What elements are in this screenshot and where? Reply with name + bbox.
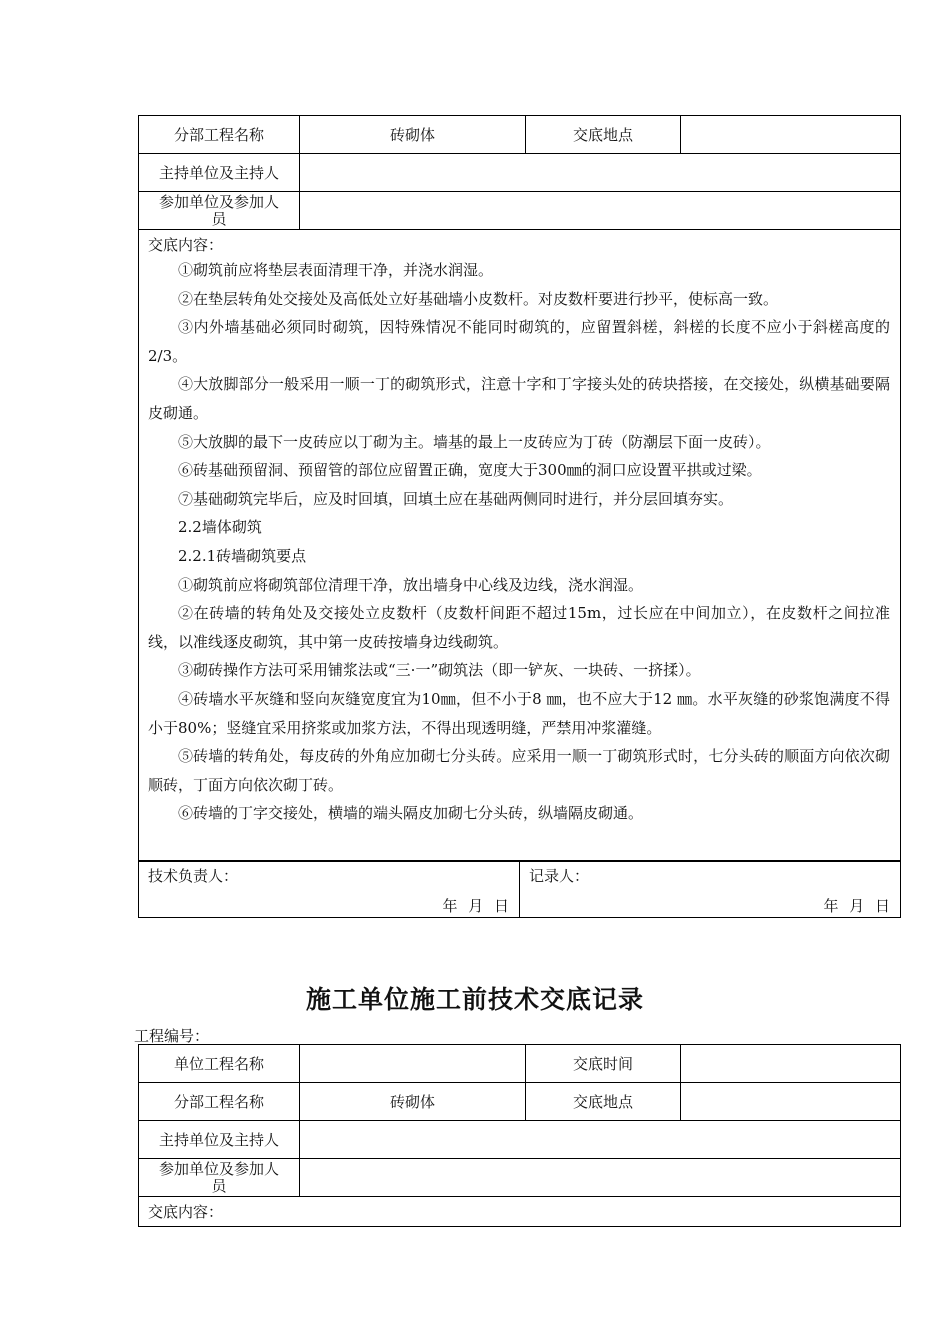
- tech-lead-label: 技术负责人：: [148, 867, 239, 885]
- value-unit-project-name: [300, 1045, 526, 1083]
- signature-row: [138, 860, 901, 918]
- section-heading: 2.2墙体砌筑: [178, 518, 262, 537]
- label-briefing-location: 交底地点: [526, 1083, 681, 1121]
- recorder-date: 年 月 日: [823, 897, 890, 915]
- paragraph: ③内外墙基础必须同时砌筑，因特殊情况不能同时砌筑的，应留置斜槎，斜槎的长度不应小于斜槎高度的2/3。: [148, 318, 890, 365]
- recorder-cell: [520, 861, 901, 918]
- paragraph: ①砌筑前应将垫层表面清理干净，并浇水润湿。: [178, 261, 494, 279]
- paragraph: ⑦基础砌筑完毕后，应及时回填，回填土应在基础两侧同时进行，并分层回填夯实。: [178, 489, 734, 508]
- tech-lead-cell: [139, 861, 520, 918]
- paragraph: ④大放脚部分一般采用一顺一丁的砌筑形式，注意十字和丁字接头处的砖块搭接，在交接处，纵横基础要隔皮砌通。: [148, 375, 890, 422]
- project-number-label: 工程编号：: [134, 1027, 210, 1045]
- value-host: [300, 1121, 901, 1159]
- value-sub-project-name: 砖砌体: [300, 1083, 526, 1121]
- label-sub-project-name: 分部工程名称: [139, 116, 300, 154]
- paragraph: ③砌砖操作方法可采用铺浆法或“三·一”砌筑法（即一铲灰、一块砖、一挤揉）。: [178, 661, 701, 680]
- label-host: 主持单位及主持人: [139, 154, 300, 192]
- subsection-heading: 2.2.1砖墙砌筑要点: [178, 546, 307, 565]
- label-unit-project-name: 单位工程名称: [139, 1045, 300, 1083]
- value-participants: [300, 1159, 901, 1197]
- value-participants: [300, 192, 901, 230]
- value-briefing-location: [681, 116, 901, 154]
- recorder-label: 记录人：: [529, 867, 590, 885]
- label-participants: 参加单位及参加人员: [139, 192, 300, 230]
- briefing-form-1: [138, 115, 901, 862]
- value-host: [300, 154, 901, 192]
- value-sub-project-name: 砖砌体: [300, 116, 526, 154]
- label-host: 主持单位及主持人: [139, 1121, 300, 1159]
- briefing-form-2: [138, 1044, 901, 1227]
- paragraph: ⑥砖墙的丁字交接处，横墙的端头隔皮加砌七分头砖，纵墙隔皮砌通。: [178, 804, 644, 823]
- tech-lead-date: 年 月 日: [442, 897, 509, 915]
- briefing-content: [139, 1197, 901, 1227]
- paragraph: ⑤大放脚的最下一皮砖应以丁砌为主。墙基的最上一皮砖应为丁砖（防潮层下面一皮砖）。: [178, 432, 771, 451]
- label-briefing-time: 交底时间: [526, 1045, 681, 1083]
- content-title: 交底内容：: [148, 1203, 224, 1221]
- value-briefing-time: [681, 1045, 901, 1083]
- paragraph: ①砌筑前应将砌筑部位清理干净，放出墙身中心线及边线，浇水润湿。: [178, 575, 644, 594]
- label-briefing-location: 交底地点: [526, 116, 681, 154]
- value-briefing-location: [681, 1083, 901, 1121]
- paragraph: ②在垫层转角处交接处及高低处立好基础墙小皮数杆。对皮数杆要进行抄平，使标高一致。: [178, 289, 779, 308]
- paragraph: ④砖墙水平灰缝和竖向灰缝宽度宜为10㎜，但不小于8 ㎜，也不应大于12 ㎜。水平灰缝的砂浆饱满度不得小于80%；竖缝宜采用挤浆或加浆方法，不得出现透明缝，严禁用冲浆灌缝。: [148, 689, 890, 737]
- content-paragraphs: [148, 256, 890, 828]
- paragraph: ⑤砖墙的转角处，每皮砖的外角应加砌七分头砖。应采用一顺一丁砌筑形式时，七分头砖的顺面方向依次砌顺砖，丁面方向依次砌丁砖。: [148, 747, 890, 794]
- label-sub-project-name: 分部工程名称: [139, 1083, 300, 1121]
- paragraph: ②在砖墙的转角处及交接处立皮数杆（皮数杆间距不超过15m，过长应在中间加立），在皮数杆之间拉准线，以准线逐皮砌筑，其中第一皮砖按墙身边线砌筑。: [148, 604, 890, 651]
- content-title: 交底内容：: [148, 236, 224, 254]
- label-participants: 参加单位及参加人员: [139, 1159, 300, 1197]
- record-title: 施工单位施工前技术交底记录: [305, 985, 644, 1014]
- briefing-content: [139, 230, 901, 862]
- paragraph: ⑥砖基础预留洞、预留管的部位应留置正确，宽度大于300㎜的洞口应设置平拱或过梁。: [178, 461, 762, 480]
